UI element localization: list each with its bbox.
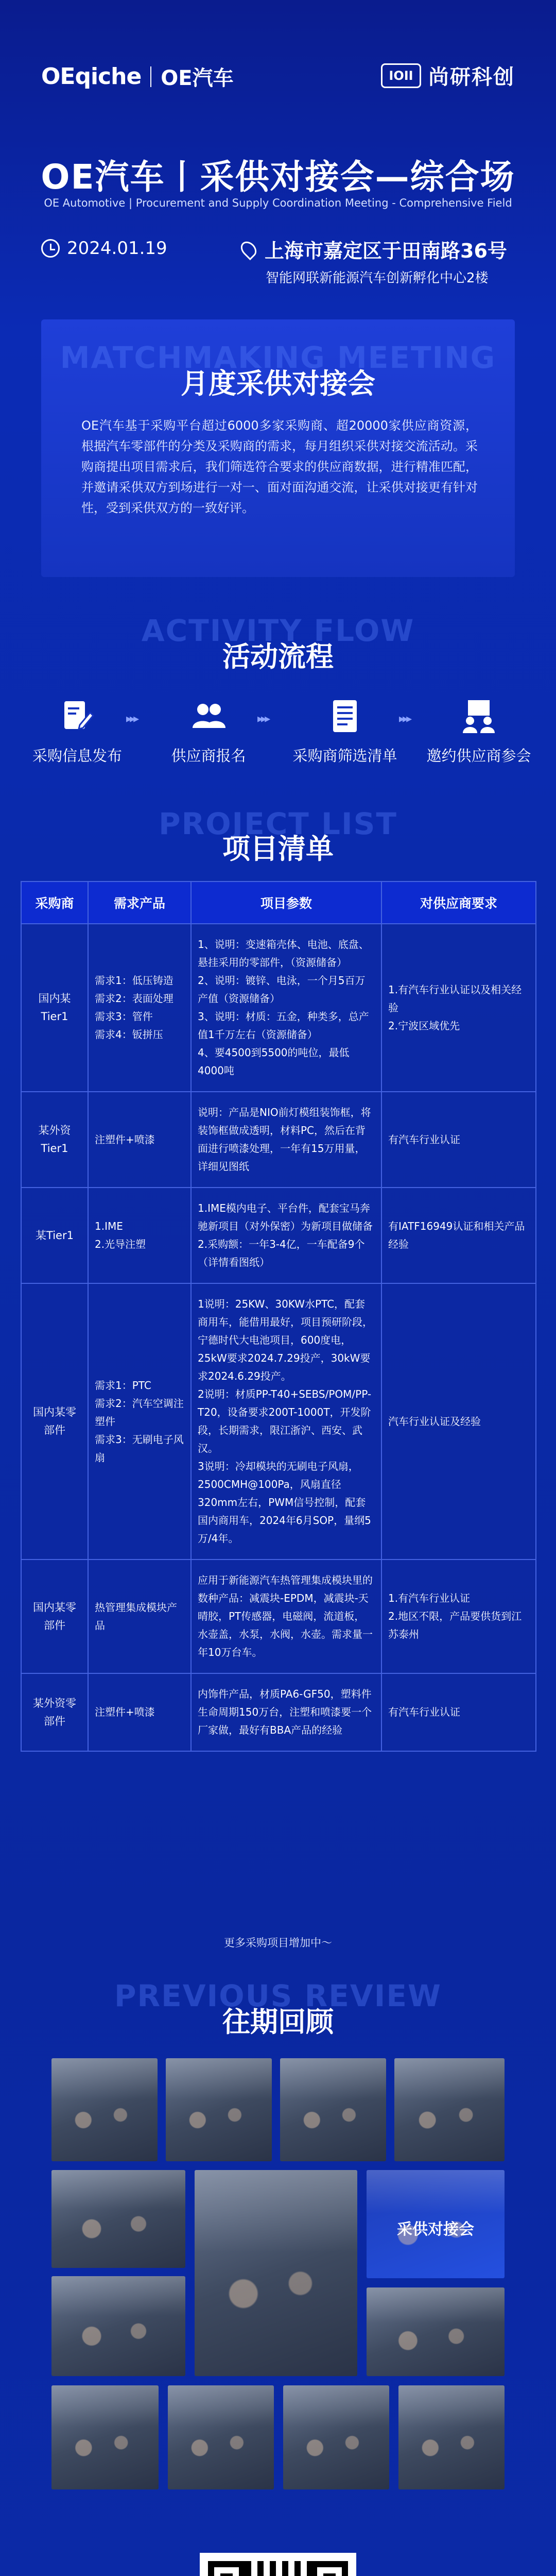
flow-step <box>152 698 265 766</box>
monthly-title: 月度采供对接会 <box>181 367 375 400</box>
params-cell: 说明：产品是NIO前灯模组装饰框，将装饰框做成透明，材料PC，然后在背面进行喷漆处理，一年有15万用量，详细见图纸 <box>191 1092 381 1188</box>
flow-step-label: 邀约供应商参会 <box>426 747 531 765</box>
monthly-description: OE汽车基于采购平台超过6000多家采购商、超20000家供应商资源，根据汽车零部件的分类及采购商的需求，每月组织采供对接交流活动。采购商提出项目需求后，我们筛选符合要求的供应商数据，进行精准匹配，并邀请采供双方到场进行一对一、面对面沟通交流，让采供对接更有针对性，受到采供双方的一致好评。 <box>81 418 478 515</box>
more-projects-note: 更多采购项目增加中～ <box>224 1937 332 1949</box>
table-row <box>21 1283 536 1560</box>
list-document-icon <box>327 698 363 734</box>
buyer-cell: 某Tier1 <box>21 1188 88 1283</box>
buyer-cell: 国内某零部件 <box>21 1283 88 1560</box>
review-photo <box>283 2385 389 2489</box>
review-title: 往期回顾 <box>222 2006 334 2038</box>
address-line2: 智能网联新能源汽车创新孵化中心2楼 <box>266 270 489 286</box>
project-ghost-heading: PROJECT LIST <box>159 806 397 841</box>
params-cell: 1说明：25KW、30KW水PTC，配套商用车，能借用最好，项目预研阶段，宁德时代大电池项目，600度电，25kW要求2024.7.29投产，30kW要求2024.6.29投产。 2说明：材质PP-T40+SEBS/POM/PP-T20，设备要求200T-1000T，开发阶段，长期需求，限江浙沪、西安、武汉。 3说明：冷却模块的无刷电子风扇，2500CMH@100Pa，风扇直径320mm左右，PWM信号控制，配套国内商用车，2024年6月SOP，量纲5万/4年。 <box>191 1283 381 1560</box>
review-photo <box>280 2058 386 2161</box>
review-photo <box>166 2058 272 2161</box>
edit-document-icon <box>59 698 95 734</box>
flow-step-label: 供应商报名 <box>171 747 246 765</box>
flow-arrow-icon: ▸▸▸ <box>126 713 137 725</box>
product-cell: 热管理集成模块产品 <box>88 1560 191 1673</box>
params-cell: 内饰件产品，材质PA6-GF50，塑料件生命周期150万台，注塑和喷漆要一个厂家做，最好有BBA产品的经验 <box>191 1673 381 1751</box>
flow-step <box>21 698 134 766</box>
qr-finder <box>311 2561 348 2576</box>
params-cell: 1、说明：变速箱壳体、电池、底盘、悬挂采用的零部件，（资源储备） 2、说明：镀锌、电泳，一个月5百万产值（资源储备） 3、说明：材质：五金，种类多，总产值1千万左右（资源储备） 4、要4500到5500的吨位，最低4000吨 <box>191 924 381 1092</box>
flow-step <box>422 698 535 766</box>
requirement-cell: 有汽车行业认证 <box>381 1673 536 1751</box>
partner-logo <box>381 61 515 90</box>
review-photo <box>51 2385 159 2489</box>
partner-name: 尚研科创 <box>428 65 515 89</box>
clock-icon <box>41 239 60 258</box>
project-title: 项目清单 <box>222 833 334 865</box>
meeting-icon <box>461 698 497 734</box>
table-row <box>21 1188 536 1283</box>
flow-step-label: 采购商筛选清单 <box>292 747 397 765</box>
flow-step <box>288 698 402 766</box>
review-banner-text: 采供对接会 <box>397 2221 474 2239</box>
product-cell: 需求1：低压铸造 需求2：表面处理 需求3：管件 需求4：钣拼压 <box>88 924 191 1092</box>
review-photo <box>168 2385 274 2489</box>
event-title: OE汽车丨采供对接会—综合场 <box>41 157 515 197</box>
logo-divider <box>150 66 151 87</box>
flow-arrow-icon: ▸▸▸ <box>257 713 269 725</box>
product-cell: 需求1：PTC 需求2：汽车空调注塑件 需求3：无刷电子风扇 <box>88 1283 191 1560</box>
table-header-row <box>21 882 536 924</box>
signup-qr-code[interactable] <box>200 2553 356 2576</box>
table-row <box>21 1092 536 1188</box>
flow-ghost-heading: ACTIVITY FLOW <box>141 613 415 648</box>
params-cell: 应用于新能源汽车热管理集成模块里的数种产品：减震块-EPDM，减震块-天晴胶，PT传感器，电磁阀，流道板，水壶盖，水泵，水阀，水壶。需求量一年10万台车。 <box>191 1560 381 1673</box>
product-cell: 注塑件+喷漆 <box>88 1092 191 1188</box>
params-cell: 1.IME模内电子、平台件，配套宝马奔驰新项目（对外保密）为新项目做储备 2.采购额：一年3-4亿，一车配备9个（详情看图纸） <box>191 1188 381 1283</box>
buyer-cell: 国内某Tier1 <box>21 924 88 1092</box>
oe-logo-cn: OE汽车 <box>161 66 234 90</box>
review-photo <box>367 2287 505 2376</box>
flow-steps <box>21 698 535 775</box>
oe-logo-en: OEqiche <box>41 63 142 90</box>
flow-step-label: 采购信息发布 <box>32 747 122 765</box>
buyer-cell: 某外资零部件 <box>21 1673 88 1751</box>
monthly-ghost-heading: MATCHMAKING MEETING <box>60 340 496 375</box>
column-header: 需求产品 <box>88 882 191 924</box>
event-address <box>242 235 530 286</box>
requirement-cell: 汽车行业认证及经验 <box>381 1283 536 1560</box>
event-subtitle: OE Automotive | Procurement and Supply Coordination Meeting - Comprehensive Field <box>44 197 512 209</box>
requirement-cell: 1.有汽车行业认证 2.地区不限，产品要供货到江苏泰州 <box>381 1560 536 1673</box>
product-cell: 注塑件+喷漆 <box>88 1673 191 1751</box>
review-photo <box>51 2276 185 2376</box>
table-row <box>21 1560 536 1673</box>
review-photo <box>195 2170 357 2376</box>
requirement-cell: 1.有汽车行业认证以及相关经验 2.宁波区域优先 <box>381 924 536 1092</box>
event-date-row <box>41 238 167 259</box>
buyer-cell: 某外资Tier1 <box>21 1092 88 1188</box>
buyer-cell: 国内某零部件 <box>21 1560 88 1673</box>
address-line1: 上海市嘉定区于田南路36号 <box>265 240 507 262</box>
review-photo <box>51 2058 158 2161</box>
product-cell: 1.IME 2.光导注塑 <box>88 1188 191 1283</box>
column-header: 对供应商要求 <box>381 882 536 924</box>
table-row <box>21 924 536 1092</box>
users-icon <box>190 698 227 734</box>
review-photo <box>51 2170 185 2268</box>
column-header: 项目参数 <box>191 882 381 924</box>
location-pin-icon <box>238 238 259 260</box>
review-photo <box>398 2385 505 2489</box>
review-photo <box>394 2058 505 2161</box>
review-ghost-heading: PREVIOUS REVIEW <box>114 1978 442 2013</box>
column-header: 采购商 <box>21 882 88 924</box>
event-date: 2024.01.19 <box>67 238 167 259</box>
oe-logo <box>41 62 234 91</box>
review-banner-photo <box>367 2170 505 2278</box>
requirement-cell: 有IATF16949认证和相关产品经验 <box>381 1188 536 1283</box>
qr-pattern <box>208 2561 348 2576</box>
table-row <box>21 1673 536 1751</box>
qr-finder <box>208 2561 245 2576</box>
flow-arrow-icon: ▸▸▸ <box>399 713 410 725</box>
partner-badge-icon: IOII <box>381 63 421 88</box>
flow-title: 活动流程 <box>222 640 334 673</box>
project-table <box>21 881 535 1752</box>
requirement-cell: 有汽车行业认证 <box>381 1092 536 1188</box>
